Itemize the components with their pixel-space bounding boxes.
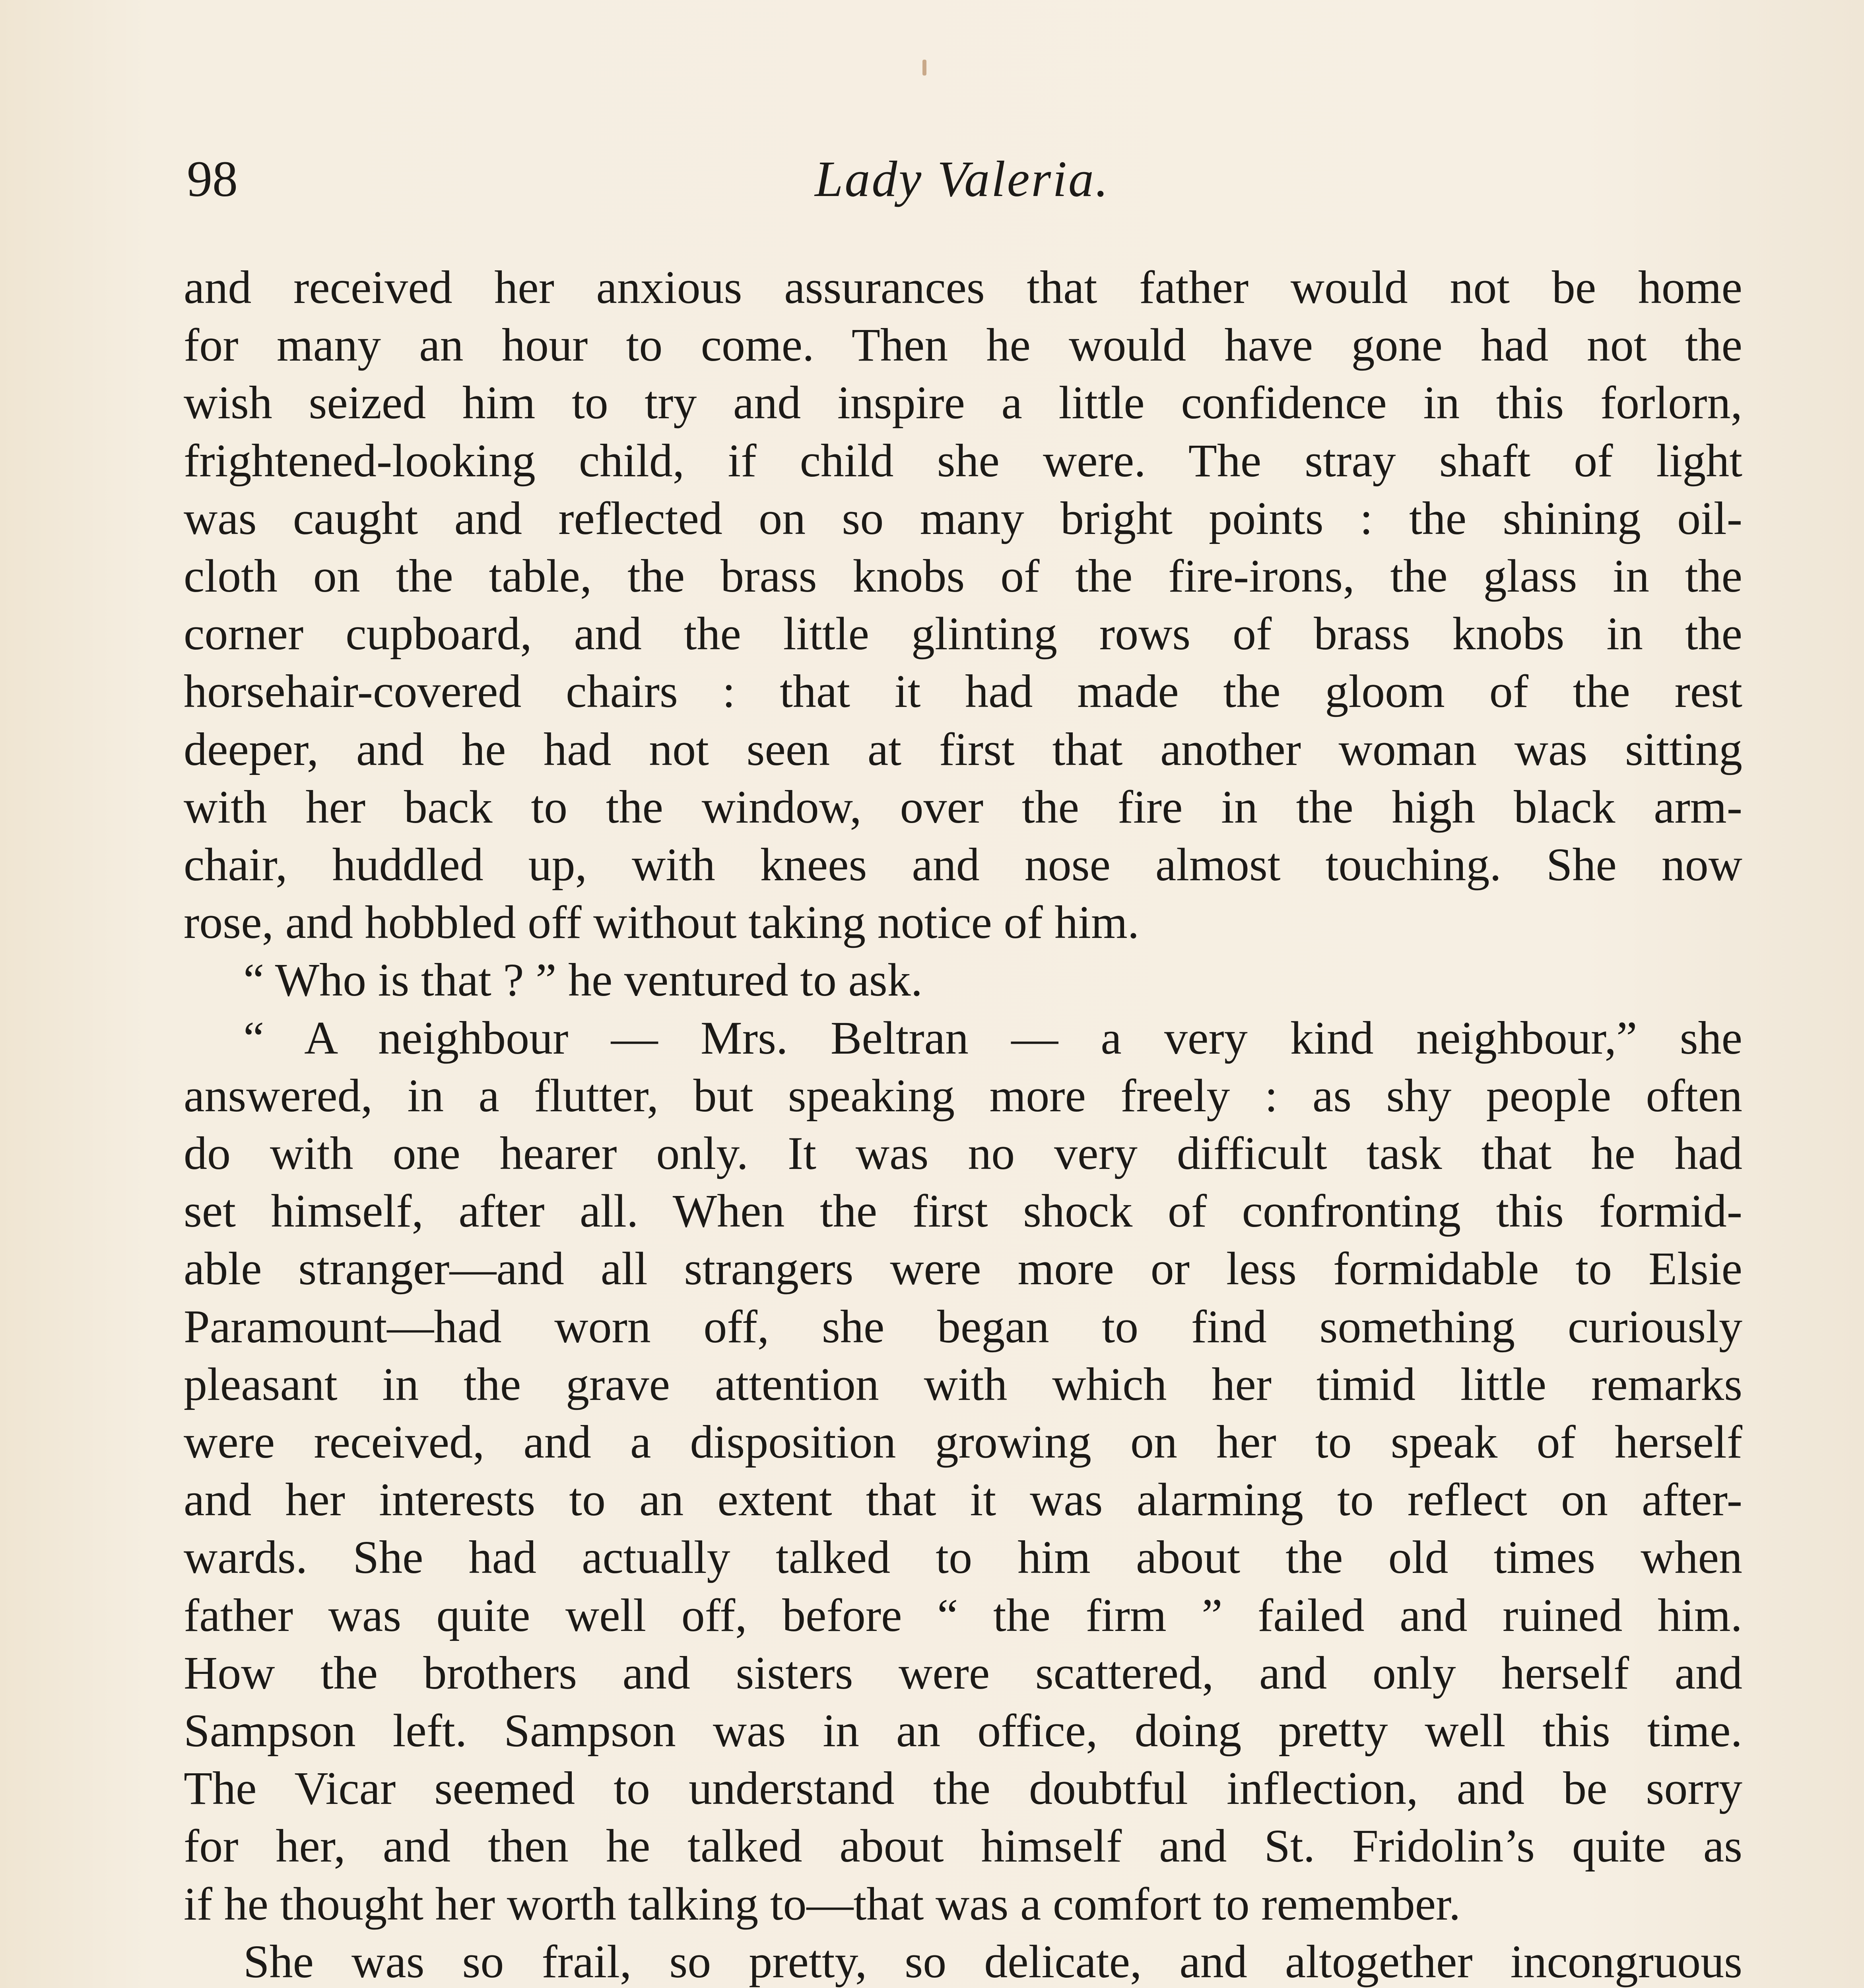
text-line: if he thought her worth talking to—that was a comfort to remember. <box>184 1877 1461 1930</box>
text-line: wards. She had actually talked to him about the old times when <box>184 1531 1742 1584</box>
text-line: She was so frail, so pretty, so delicate, and altogether incongruous <box>243 1935 1742 1988</box>
text-line: The Vicar seemed to understand the doubtful inflection, and be sorry <box>184 1762 1742 1815</box>
text-line: and her interests to an extent that it was alarming to reflect on after- <box>184 1474 1742 1526</box>
text-line: wish seized him to try and inspire a little confidence in this forlorn, <box>184 377 1742 429</box>
page-number: 98 <box>187 151 238 207</box>
text-line: How the brothers and sisters were scattered, and only herself and <box>184 1646 1742 1699</box>
text-line: do with one hearer only. It was no very difficult task that he had <box>184 1127 1742 1180</box>
text-line: rose, and hobbled off without taking notice of him. <box>184 896 1140 949</box>
text-line: for her, and then he talked about himself and St. Fridolin’s quite as <box>184 1820 1742 1872</box>
text-line: “ A neighbour — Mrs. Beltran — a very kind neighbour,” she <box>243 1011 1742 1064</box>
text-line: able stranger—and all strangers were more or less formidable to Elsie <box>184 1242 1742 1295</box>
text-line: and received her anxious assurances that father would not be home <box>184 261 1742 313</box>
page-mark <box>922 60 926 76</box>
text-line: cloth on the table, the brass knobs of the fire-irons, the glass in the <box>184 550 1742 602</box>
text-line: frightened-looking child, if child she were. The stray shaft of light <box>184 434 1742 487</box>
text-line: horsehair-covered chairs : that it had made the gloom of the rest <box>184 665 1742 718</box>
text-line: for many an hour to come. Then he would have gone had not the <box>184 319 1742 371</box>
text-line: Paramount—had worn off, she began to find something curiously <box>184 1300 1742 1353</box>
text-line: pleasant in the grave attention with which her timid little remarks <box>184 1358 1742 1410</box>
text-line: deeper, and he had not seen at first that another woman was sitting <box>184 723 1742 775</box>
page-header <box>187 143 1738 215</box>
text-line: with her back to the window, over the fire in the high black arm- <box>184 780 1742 833</box>
text-line: set himself, after all. When the first shock of confronting this formid- <box>184 1185 1742 1237</box>
text-line: chair, huddled up, with knees and nose almost touching. She now <box>184 839 1742 891</box>
text-line: answered, in a flutter, but speaking more freely : as shy people often <box>184 1069 1742 1122</box>
text-line: Sampson left. Sampson was in an office, doing pretty well this time. <box>184 1705 1742 1757</box>
text-line: “ Who is that ? ” he ventured to ask. <box>243 954 923 1006</box>
body-text <box>184 258 1742 1988</box>
text-line: was caught and reflected on so many bright points : the shining oil- <box>184 492 1742 544</box>
text-line: corner cupboard, and the little glinting rows of brass knobs in the <box>184 608 1742 660</box>
text-line: were received, and a disposition growing on her to speak of herself <box>184 1416 1742 1468</box>
text-line: father was quite well off, before “ the firm ” failed and ruined him. <box>184 1589 1742 1641</box>
running-title: Lady Valeria. <box>815 151 1110 207</box>
